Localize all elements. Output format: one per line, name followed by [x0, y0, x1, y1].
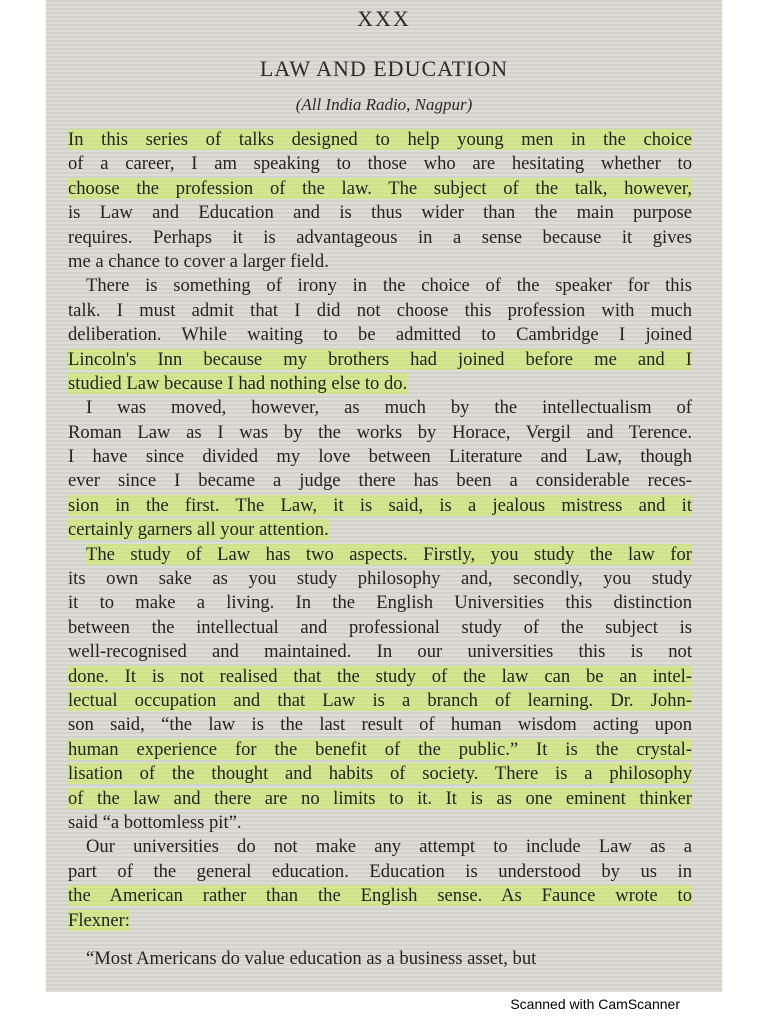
line-text: Roman Law as I was by the works by Horace, Vergil and Terence. — [68, 421, 692, 443]
text-line — [68, 421, 692, 445]
text-line — [68, 884, 692, 908]
text-line — [68, 665, 692, 689]
page-title: LAW AND EDUCATION — [259, 56, 509, 81]
text-line — [68, 909, 692, 933]
highlighted-text: the American rather than the English sense. As Faunce wrote to — [68, 885, 692, 907]
text-line — [68, 738, 692, 762]
line-text: I have since divided my love between Literature and Law, though — [68, 446, 692, 468]
text-line — [68, 591, 692, 615]
text-line — [68, 396, 692, 420]
text-line — [68, 469, 692, 493]
text-line — [68, 518, 692, 542]
line-text: deliberation. While waiting to be admitted to Cambridge I joined — [68, 324, 692, 346]
highlighted-text: lectual occupation and that Law is a branch of learning. Dr. John- — [68, 689, 692, 711]
text-line — [68, 713, 692, 737]
line-text: ever since I became a judge there has been a considerable reces- — [68, 470, 692, 492]
text-line — [68, 250, 692, 274]
text-line — [68, 640, 692, 664]
highlighted-text: studied Law because I had nothing else to do. — [68, 372, 408, 394]
text-line — [68, 860, 692, 884]
line-text: requires. Perhaps it is advantageous in a sense because it gives — [68, 226, 692, 248]
text-line — [68, 152, 692, 176]
line-text: Our universities do not make any attempt to include Law as a — [86, 836, 692, 858]
text-line — [68, 787, 692, 811]
line-text: part of the general education. Education is understood by us in — [68, 860, 692, 882]
text-line — [68, 494, 692, 518]
text-line — [68, 226, 692, 250]
scanned-page — [46, 0, 722, 992]
line-text: said “a bottomless pit”. — [68, 811, 242, 833]
highlighted-text: Lincoln's Inn because my brothers had joined before me and I — [68, 348, 692, 370]
line-text: between the intellectual and professional study of the subject is — [68, 616, 692, 638]
highlighted-text: certainly garners all your attention. — [68, 519, 329, 541]
text-line — [68, 835, 692, 859]
text-line — [68, 128, 692, 152]
line-text: talk. I must admit that I did not choose this profession with much — [68, 299, 692, 321]
scanner-watermark: Scanned with CamScanner — [510, 996, 680, 1012]
highlighted-text: human experience for the benefit of the public.” It is the crystal- — [68, 738, 692, 760]
highlighted-text: of the law and there are no limits to it. It is as one eminent thinker — [68, 787, 692, 809]
text-line — [68, 201, 692, 225]
text-line — [68, 567, 692, 591]
page-subtitle: (All India Radio, Nagpur) — [295, 95, 473, 114]
text-line — [68, 299, 692, 323]
highlighted-text: sion in the first. The Law, it is said, is a jealous mistress and it — [68, 494, 692, 516]
text-line — [68, 274, 692, 298]
text-line — [68, 445, 692, 469]
line-text: me a chance to cover a larger field. — [68, 250, 329, 272]
highlighted-text: Flexner: — [68, 909, 130, 931]
text-line — [68, 616, 692, 640]
highlighted-text: done. It is not realised that the study of the law can be an intel- — [68, 665, 692, 687]
highlighted-text: lisation of the thought and habits of society. There is a philosophy — [68, 763, 692, 785]
text-line — [68, 372, 692, 396]
line-text: well-recognised and maintained. In our universities this is not — [68, 641, 692, 663]
highlighted-text: In this series of talks designed to help young men in the choice — [68, 129, 692, 150]
highlighted-text: The study of Law has two aspects. Firstly, you study the law for — [86, 543, 692, 565]
text-line — [68, 811, 692, 835]
line-text: is Law and Education and is thus wider than the main purpose — [68, 202, 692, 224]
body-text — [68, 128, 692, 971]
text-line — [68, 177, 692, 201]
line-text: There is something of irony in the choice of the speaker for this — [86, 275, 692, 297]
text-line — [68, 323, 692, 347]
text-line — [68, 543, 692, 567]
line-text: son said, “the law is the last result of human wisdom acting upon — [68, 714, 692, 736]
line-text: its own sake as you study philosophy and, secondly, you study — [68, 568, 692, 590]
line-text: I was moved, however, as much by the intellectualism of — [86, 397, 692, 419]
line-text: it to make a living. In the English Universities this distinction — [68, 592, 692, 614]
highlighted-text: choose the profession of the law. The subject of the talk, however, — [68, 177, 692, 199]
quote-gap — [68, 933, 692, 947]
quote-line: “Most Americans do value education as a business asset, but — [86, 947, 537, 969]
text-line — [68, 762, 692, 786]
text-line — [68, 348, 692, 372]
text-line — [68, 689, 692, 713]
chapter-number: XXX — [357, 6, 411, 31]
line-text: of a career, I am speaking to those who are hesitating whether to — [68, 153, 692, 175]
